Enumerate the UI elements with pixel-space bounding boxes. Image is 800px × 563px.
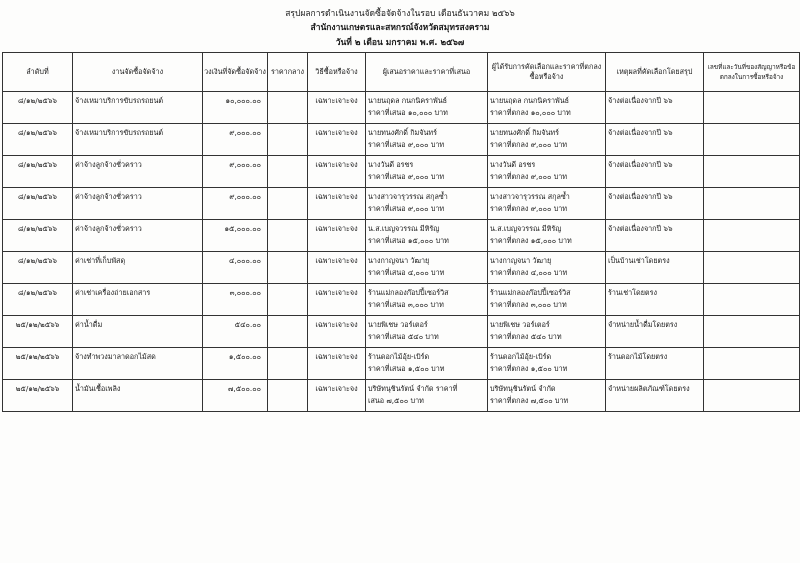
report-title: สรุปผลการดำเนินงานจัดซื้อจัดจ้างในรอบ เดือนธันวาคม ๒๕๖๖ <box>285 9 515 19</box>
cell-item <box>73 316 203 348</box>
cell-winner-text: นายนฤดล กนกนิคราพันธ์ <box>490 96 570 105</box>
cell-reason-text: ร้านดอกไม้โดยตรง <box>608 352 668 361</box>
cell-winner-text: บริษัทนุชินรัตน์ จำกัด <box>490 384 556 393</box>
col-header-reason: เหตุผลที่คัดเลือกโดยสรุป <box>606 53 704 92</box>
cell-method <box>308 92 366 124</box>
cell-bidder <box>366 316 488 348</box>
cell-method <box>308 348 366 380</box>
cell-winner-text: ราคาที่ตกลง ๙,๐๐๐ บาท <box>490 172 568 181</box>
cell-bidder-text: ราคาที่เสนอ ๙,๐๐๐ บาท <box>368 140 445 149</box>
table-row <box>3 316 800 348</box>
cell-bidder-text: นายทนงศักดิ์ กิมจันทร์ <box>368 128 438 137</box>
cell-bidder-text: ราคาที่เสนอ ๓,๐๐๐ บาท <box>368 300 444 309</box>
cell-budget-text: ๙,๐๐๐.๐๐ <box>229 192 261 201</box>
cell-method <box>308 156 366 188</box>
cell-budget <box>203 252 268 284</box>
cell-date-text: ๒๕/๑๒/๒๕๖๖ <box>15 384 60 393</box>
cell-method <box>308 380 366 412</box>
cell-item <box>73 380 203 412</box>
cell-bidder <box>366 92 488 124</box>
cell-bidder <box>366 188 488 220</box>
table-row <box>3 156 800 188</box>
cell-item <box>73 252 203 284</box>
cell-reason-text: ร้านเช่าโดยตรง <box>608 288 657 297</box>
col-header-bidder: ผู้เสนอราคาและราคาที่เสนอ <box>366 53 488 92</box>
cell-bidder-text: นางสาวจารุวรรณ สกุลซ้ำ <box>368 192 448 201</box>
cell-method <box>308 124 366 156</box>
col-header-contract: เลขที่และวันที่ของสัญญาหรือข้อตกลงในการซื้อหรือจ้าง <box>704 53 800 92</box>
cell-bidder-text: ราคาที่เสนอ ๙,๐๐๐ บาท <box>368 204 445 213</box>
cell-date <box>3 220 73 252</box>
col-header-date: ลำดับที่ <box>3 53 73 92</box>
cell-date <box>3 188 73 220</box>
cell-budget-text: ๑,๕๐๐.๐๐ <box>228 352 261 361</box>
cell-reason-text: จ้างต่อเนื่องจากปี ๖๖ <box>608 128 673 137</box>
col-header-median: ราคากลาง <box>268 53 308 92</box>
cell-bidder-text: บริษัทนุชินรัตน์ จำกัด ราคาที่ <box>368 384 458 393</box>
cell-date <box>3 92 73 124</box>
report-date: วันที่ ๒ เดือน มกราคม พ.ศ. ๒๕๖๗ <box>335 38 465 48</box>
cell-date <box>3 316 73 348</box>
cell-contract <box>704 380 800 412</box>
cell-item <box>73 156 203 188</box>
cell-date <box>3 284 73 316</box>
cell-winner-text: น.ส.เบญจวรรณ มีหิรัญ <box>490 224 562 233</box>
cell-method-text: เฉพาะเจาะจง <box>315 224 358 233</box>
cell-budget <box>203 124 268 156</box>
cell-winner-text: ราคาที่ตกลง ๑๐,๐๐๐ บาท <box>490 108 571 117</box>
cell-method-text: เฉพาะเจาะจง <box>315 288 358 297</box>
cell-budget-text: ๗,๕๐๐.๐๐ <box>228 384 261 393</box>
table-row <box>3 252 800 284</box>
cell-contract <box>704 252 800 284</box>
cell-date-text: ๘/๑๒/๒๕๖๖ <box>18 256 57 265</box>
cell-reason-text: จ้างต่อเนื่องจากปี ๖๖ <box>608 160 673 169</box>
cell-reason-text: จำหน่ายน้ำดื่มโดยตรง <box>608 320 678 329</box>
cell-winner-text: ราคาที่ตกลง ๙,๐๐๐ บาท <box>490 140 568 149</box>
cell-median <box>268 252 308 284</box>
cell-reason-text: จ้างต่อเนื่องจากปี ๖๖ <box>608 192 673 201</box>
col-header-method: วิธีซื้อหรือจ้าง <box>308 53 366 92</box>
cell-date-text: ๘/๑๒/๒๕๖๖ <box>18 96 57 105</box>
cell-item-text: ค่าจ้างลูกจ้างชั่วคราว <box>75 192 142 201</box>
cell-bidder-text: นางกาญจนา วัฒายุ <box>368 256 430 265</box>
cell-winner <box>488 380 606 412</box>
table-row <box>3 188 800 220</box>
cell-reason-text: จำหน่ายผลิตภัณฑ์โดยตรง <box>608 384 690 393</box>
cell-bidder-text: นายนฤดล กนกนิคราพันธ์ <box>368 96 448 105</box>
cell-budget <box>203 380 268 412</box>
cell-reason <box>606 252 704 284</box>
cell-item <box>73 348 203 380</box>
cell-bidder <box>366 380 488 412</box>
cell-budget-text: ๑๐,๐๐๐.๐๐ <box>225 96 261 105</box>
cell-method-text: เฉพาะเจาะจง <box>315 320 358 329</box>
cell-winner <box>488 92 606 124</box>
cell-method-text: เฉพาะเจาะจง <box>315 96 358 105</box>
cell-item-text: ค่าเช่าที่เก็บพัสดุ <box>75 256 126 265</box>
cell-date-text: ๘/๑๒/๒๕๖๖ <box>18 192 57 201</box>
cell-median <box>268 284 308 316</box>
cell-date <box>3 156 73 188</box>
cell-date-text: ๘/๑๒/๒๕๖๖ <box>18 128 57 137</box>
cell-method <box>308 316 366 348</box>
table-row <box>3 284 800 316</box>
cell-budget-text: ๑๕,๐๐๐.๐๐ <box>224 224 261 233</box>
cell-median <box>268 156 308 188</box>
cell-winner <box>488 348 606 380</box>
cell-item-text: จ้างทำพวงมาลาดอกไม้สด <box>75 352 156 361</box>
cell-contract <box>704 284 800 316</box>
cell-winner-text: นางกาญจนา วัฒายุ <box>490 256 552 265</box>
cell-method-text: เฉพาะเจาะจง <box>315 384 358 393</box>
cell-budget <box>203 316 268 348</box>
cell-median <box>268 348 308 380</box>
cell-winner-text: ราคาที่ตกลง ๗,๕๐๐ บาท <box>490 396 569 405</box>
cell-median <box>268 380 308 412</box>
cell-budget-text: ๕๔๐.๐๐ <box>234 320 261 329</box>
cell-bidder <box>366 124 488 156</box>
cell-median <box>268 188 308 220</box>
cell-winner-text: ร้านแม่กลองก๊อปปี้เซอร์วิส <box>490 288 571 297</box>
procurement-table <box>2 52 800 412</box>
cell-reason <box>606 188 704 220</box>
cell-reason-text: เป็นบ้านเช่าโดยตรง <box>608 256 670 265</box>
cell-median <box>268 316 308 348</box>
cell-median <box>268 220 308 252</box>
cell-winner-text: ราคาที่ตกลง ๓,๐๐๐ บาท <box>490 300 567 309</box>
cell-bidder-text: นางวันดี อรชร <box>368 160 414 169</box>
cell-bidder-text: น.ส.เบญจวรรณ มีหิรัญ <box>368 224 440 233</box>
cell-bidder-text: นายพิเชษ วอร์เตอร์ <box>368 320 428 329</box>
cell-budget-text: ๔,๐๐๐.๐๐ <box>229 256 261 265</box>
cell-item <box>73 92 203 124</box>
col-header-item: งานจัดซื้อจัดจ้าง <box>73 53 203 92</box>
cell-bidder <box>366 252 488 284</box>
cell-winner <box>488 252 606 284</box>
cell-budget <box>203 284 268 316</box>
cell-method <box>308 220 366 252</box>
cell-bidder-text: เสนอ ๗,๕๐๐ บาท <box>368 396 424 405</box>
cell-budget <box>203 188 268 220</box>
cell-item <box>73 284 203 316</box>
cell-median <box>268 124 308 156</box>
cell-winner-text: นายพิเชษ วอร์เตอร์ <box>490 320 550 329</box>
cell-reason-text: จ้างต่อเนื่องจากปี ๖๖ <box>608 96 673 105</box>
cell-reason <box>606 220 704 252</box>
agency-name: สำนักงานเกษตรและสหกรณ์จังหวัดสมุทรสงคราม <box>310 23 490 33</box>
cell-method-text: เฉพาะเจาะจง <box>315 128 358 137</box>
cell-reason <box>606 124 704 156</box>
cell-contract <box>704 92 800 124</box>
cell-reason <box>606 348 704 380</box>
cell-winner-text: ราคาที่ตกลง ๙,๐๐๐ บาท <box>490 204 568 213</box>
cell-method-text: เฉพาะเจาะจง <box>315 192 358 201</box>
cell-item <box>73 124 203 156</box>
cell-bidder <box>366 284 488 316</box>
cell-contract <box>704 220 800 252</box>
cell-bidder <box>366 156 488 188</box>
cell-winner-text: ราคาที่ตกลง ๑,๕๐๐ บาท <box>490 364 568 373</box>
cell-budget <box>203 156 268 188</box>
cell-winner-text: นางสาวจารุวรรณ สกุลซ้ำ <box>490 192 570 201</box>
cell-item-text: ค่าจ้างลูกจ้างชั่วคราว <box>75 160 142 169</box>
cell-winner <box>488 220 606 252</box>
cell-winner-text: นายทนงศักดิ์ กิมจันทร์ <box>490 128 560 137</box>
cell-bidder-text: ร้านแม่กลองก๊อปปี้เซอร์วิส <box>368 288 449 297</box>
col-header-winner: ผู้ได้รับการคัดเลือกและราคาที่ตกลงซื้อหรือจ้าง <box>488 53 606 92</box>
cell-winner-text: ราคาที่ตกลง ๕๔๐ บาท <box>490 332 562 341</box>
cell-contract <box>704 156 800 188</box>
cell-winner-text: นางวันดี อรชร <box>490 160 536 169</box>
cell-method <box>308 284 366 316</box>
cell-reason-text: จ้างต่อเนื่องจากปี ๖๖ <box>608 224 673 233</box>
cell-bidder-text: ราคาที่เสนอ ๔,๐๐๐ บาท <box>368 268 445 277</box>
cell-date <box>3 380 73 412</box>
cell-reason <box>606 380 704 412</box>
cell-budget-text: ๙,๐๐๐.๐๐ <box>229 128 261 137</box>
table-header-row <box>3 53 800 92</box>
cell-budget-text: ๙,๐๐๐.๐๐ <box>229 160 261 169</box>
cell-bidder-text: ร้านดอกไม้อุ้ย-เบิร์ด <box>368 352 430 361</box>
cell-item <box>73 220 203 252</box>
cell-winner <box>488 124 606 156</box>
cell-median <box>268 92 308 124</box>
cell-date <box>3 124 73 156</box>
cell-budget <box>203 220 268 252</box>
cell-winner-text: ราคาที่ตกลง ๔,๐๐๐ บาท <box>490 268 568 277</box>
table-row <box>3 380 800 412</box>
cell-winner <box>488 316 606 348</box>
cell-item-text: ค่าเช่าเครื่องถ่ายเอกสาร <box>75 288 151 297</box>
cell-date-text: ๒๕/๑๒/๒๕๖๖ <box>15 352 60 361</box>
cell-bidder-text: ราคาที่เสนอ ๑๕,๐๐๐ บาท <box>368 236 449 245</box>
cell-reason <box>606 316 704 348</box>
cell-item-text: จ้างเหมาบริการขับรถรถยนต์ <box>75 128 164 137</box>
cell-item-text: จ้างเหมาบริการขับรถรถยนต์ <box>75 96 164 105</box>
cell-item-text: ค่าจ้างลูกจ้างชั่วคราว <box>75 224 142 233</box>
cell-bidder-text: ราคาที่เสนอ ๑,๕๐๐ บาท <box>368 364 445 373</box>
cell-date <box>3 252 73 284</box>
table-row <box>3 92 800 124</box>
cell-date-text: ๘/๑๒/๒๕๖๖ <box>18 224 57 233</box>
cell-reason <box>606 92 704 124</box>
cell-item-text: น้ำมันเชื้อเพลิง <box>75 384 121 393</box>
cell-bidder <box>366 348 488 380</box>
cell-bidder-text: ราคาที่เสนอ ๕๔๐ บาท <box>368 332 439 341</box>
cell-item <box>73 188 203 220</box>
cell-method-text: เฉพาะเจาะจง <box>315 352 358 361</box>
cell-contract <box>704 316 800 348</box>
cell-method-text: เฉพาะเจาะจง <box>315 256 358 265</box>
cell-bidder-text: ราคาที่เสนอ ๑๐,๐๐๐ บาท <box>368 108 448 117</box>
table-row <box>3 348 800 380</box>
cell-winner-text: ร้านดอกไม้อุ้ย-เบิร์ด <box>490 352 552 361</box>
cell-bidder <box>366 220 488 252</box>
cell-method-text: เฉพาะเจาะจง <box>315 160 358 169</box>
cell-contract <box>704 124 800 156</box>
cell-reason <box>606 156 704 188</box>
cell-date <box>3 348 73 380</box>
table-row <box>3 220 800 252</box>
col-header-budget: วงเงินที่จัดซื้อจัดจ้าง <box>203 53 268 92</box>
table-row <box>3 124 800 156</box>
cell-winner-text: ราคาที่ตกลง ๑๕,๐๐๐ บาท <box>490 236 572 245</box>
cell-winner <box>488 284 606 316</box>
cell-method <box>308 188 366 220</box>
cell-budget <box>203 348 268 380</box>
cell-winner <box>488 156 606 188</box>
cell-date-text: ๘/๑๒/๒๕๖๖ <box>18 288 57 297</box>
cell-item-text: ค่าน้ำดื่ม <box>75 320 103 329</box>
cell-contract <box>704 188 800 220</box>
cell-date-text: ๒๕/๑๒/๒๕๖๖ <box>15 320 60 329</box>
cell-budget-text: ๓,๐๐๐.๐๐ <box>229 288 261 297</box>
cell-contract <box>704 348 800 380</box>
cell-winner <box>488 188 606 220</box>
cell-bidder-text: ราคาที่เสนอ ๙,๐๐๐ บาท <box>368 172 445 181</box>
cell-date-text: ๘/๑๒/๒๕๖๖ <box>18 160 57 169</box>
cell-reason <box>606 284 704 316</box>
cell-method <box>308 252 366 284</box>
cell-budget <box>203 92 268 124</box>
